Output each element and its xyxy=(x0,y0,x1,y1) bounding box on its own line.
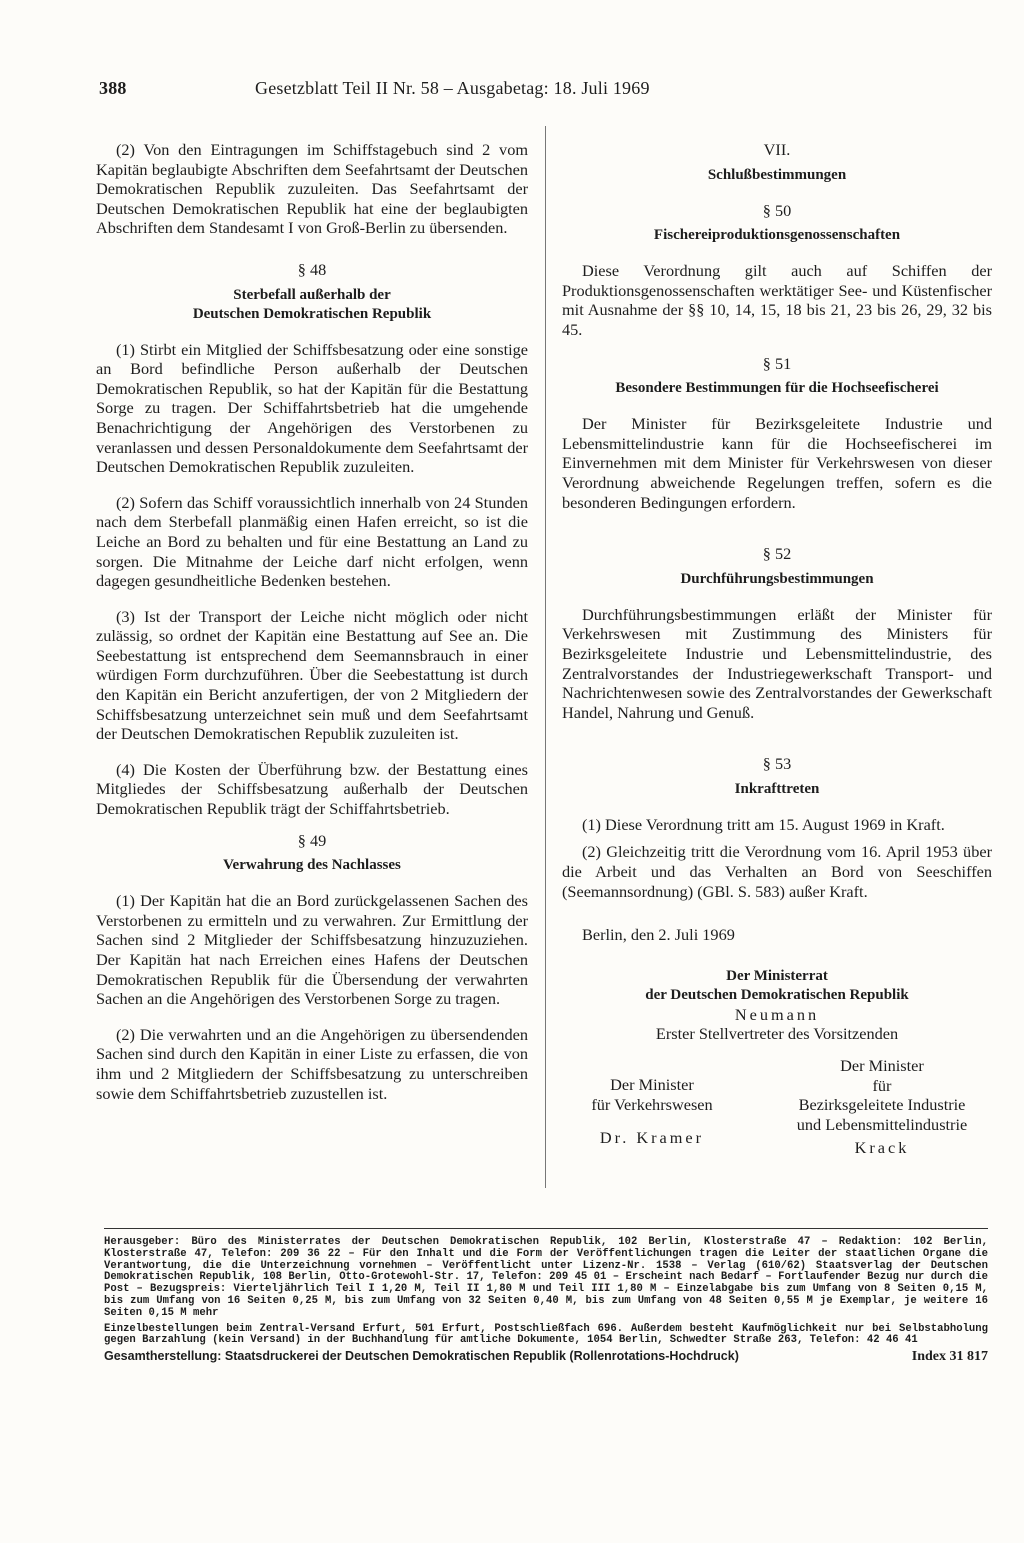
order-info: Einzelbestellungen beim Zentral-Versand Erfurt, 501 Erfurt, Postschließfach 696. Außerdem besteht Kaufmöglichkeit nur bei Selbstabholung gegen Barzahlung (kein Versand) in der Buchhandlung für amtliche Dokumente, 1054 Berlin, Schwedter Straße 263, Telefon: 42 46 41 xyxy=(104,1322,988,1347)
section-48-title-line1: Sterbefall außerhalb der xyxy=(233,286,391,303)
section-51-title: Besondere Bestimmungen für die Hochseefischerei xyxy=(615,380,939,397)
minister-industry-line1: Der Minister xyxy=(840,1056,924,1076)
paragraph-48-1: (1) Stirbt ein Mitglied der Schiffsbesatzung oder eine sonstige an Bord befindliche Person außerhalb der Deutschen Demokratischen Republik, so hat der Kapitän für die Bestattung Sorge zu tragen. Der Schiffahrtsbetrieb hat die umgehende Benachrichtigung der Angehörigen des Verstorbenen zu veranlassen und dessen Personaldokumente dem Seefahrtsamt der Deutschen Demokratischen Republik zuzuleiten. xyxy=(96,339,528,477)
section-52-title: Durchführungsbestimmungen xyxy=(680,570,874,587)
section-53-title: Inkrafttreten xyxy=(734,780,820,797)
section-53-number: § 53 xyxy=(762,754,792,774)
minister-transport-line1: Der Minister xyxy=(610,1075,694,1095)
minister-industry-line3: Bezirksgeleitete Industrie xyxy=(798,1095,966,1115)
page-header xyxy=(99,78,784,99)
column-divider xyxy=(545,126,546,1188)
gazette-title: Gesetzblatt Teil II Nr. 58 – Ausgabetag: 18. Juli 1969 xyxy=(255,78,650,98)
minister-industry-name: Krack xyxy=(854,1138,910,1158)
publisher-info: Herausgeber: Büro des Ministerrates der Deutschen Demokratischen Republik, 102 Berlin, Klosterstraße 47 – Redaktion: 102 Berlin, Klosterstraße 47, Telefon: 209 36 22 – Für den Inhalt und die Form der Veröffentlichungen tragen die Leiter der staatlichen Organe die Verantwortung, die die Unterzeichnung vornehmen – Veröffentlicht unter Lizenz-Nr. 1538 – Verlag (610/62) Staatsverlag der Deutschen Demokratischen Republik, 108 Berlin, Otto-Grotewohl-Str. 17, Telefon: 209 45 01 – Erscheint nach Bedarf – Fortlaufender Bezug nur durch die Post – Bezugspreis: Vierteljährlich Teil I 1,20 M, Teil II 1,80 M und Teil III 1,80 M – Einzelabgabe bis zum Umfang von 8 Seiten 0,15 M, bis zum Umfang von 16 Seiten 0,25 M, bis zum Umfang von 32 Seiten 0,40 M, bis zum Umfang von 48 Seiten 0,55 M je Exemplar, je weitere 16 Seiten 0,15 M mehr xyxy=(104,1236,988,1319)
paragraph-48-4: (4) Die Kosten der Überführung bzw. der Bestattung eines Mitgliedes der Schiffsbesatzung außerhalb der Deutschen Demokratischen Republik trägt der Schiffahrtsbetrieb. xyxy=(96,759,528,819)
council-line2: der Deutschen Demokratischen Republik xyxy=(645,986,909,1003)
section-52-number: § 52 xyxy=(762,544,792,564)
imprint-footer xyxy=(104,1228,988,1363)
paragraph-49-2: (2) Die verwahrten und an die Angehörigen zu übersendenden Sachen sind durch den Kapitän in einer Liste zu erfassen, die von ihm und 2 Mitgliedern der Schiffsbesatzung zu unterschreiben sowie dem Schiffahrtsbetrieb zuzustellen ist. xyxy=(96,1024,528,1103)
minister-transport-name: Dr. Kramer xyxy=(599,1128,705,1148)
minister-transport-line2: für Verkehrswesen xyxy=(591,1094,713,1114)
council-line1: Der Ministerrat xyxy=(726,967,828,984)
paragraph-53-1: (1) Diese Verordnung tritt am 15. August 1969 in Kraft. xyxy=(582,814,945,834)
minister-industry-line4: und Lebensmittelindustrie xyxy=(796,1114,968,1134)
page-number: 388 xyxy=(99,78,127,98)
chapter-title: Schlußbestimmungen xyxy=(707,166,847,183)
section-49-title: Verwahrung des Nachlasses xyxy=(223,857,401,874)
section-48-number: § 48 xyxy=(297,259,327,279)
section-49-number: § 49 xyxy=(297,830,327,850)
left-column xyxy=(96,140,528,1119)
minister-signatures xyxy=(562,1056,992,1158)
paragraph-53-2: (2) Gleichzeitig tritt die Verordnung vom 16. April 1953 über die Arbeit und das Verhalten an Bord von Seeschiffen (Seemannsordnung) (GBl. S. 583) außer Kraft. xyxy=(562,842,992,901)
section-48-title-line2: Deutschen Demokratischen Republik xyxy=(192,305,432,322)
printer-line xyxy=(104,1351,988,1363)
section-51-number: § 51 xyxy=(762,353,792,373)
paragraph-51: Der Minister für Bezirksgeleitete Industrie und Lebensmittelindustrie kann für die Hochseefischerei im Einvernehmen mit dem Minister für Verkehrswesen von dieser Verordnung abweichende Regelungen treffen, sofern es die besonderen Bedingungen erfordern. xyxy=(562,414,992,512)
paragraph-52: Durchführungsbestimmungen erläßt der Minister für Verkehrswesen mit Zustimmung des Ministers für Bezirksgeleitete Industrie und Lebensmittelindustrie, des Zentralvorstandes der Industriegewerkschaft Transport- und Nachrichtenwesen sowie des Zentralvorstandes der Gewerkschaft Handel, Nahrung und Genuß. xyxy=(562,604,992,722)
signature-block xyxy=(562,967,992,1158)
section-50-title: Fischereiproduktionsgenossenschaften xyxy=(653,227,901,244)
minister-industry-line2: für xyxy=(872,1075,892,1095)
index-number: Index 31 817 xyxy=(911,1349,988,1365)
paragraph-50: Diese Verordnung gilt auch auf Schiffen der Produktionsgenossenschaften werktätiger See- und Küstenfischer mit Ausnahme der §§ 10, 14, 15, 18 bis 21, 23 bis 26, 29, 32 bis 45. xyxy=(562,261,992,339)
signer-name: Neumann xyxy=(734,1004,820,1024)
paragraph-47-2: (2) Von den Eintragungen im Schiffstagebuch sind 2 vom Kapitän beglaubigte Abschriften dem Seefahrtsamt der Deutschen Demokratischen Republik zuzuleiten. Das Seefahrtsamt der Deutschen Demokratischen Republik hat eine der beglaubigten Abschriften dem Standesamt I von Groß-Berlin zu übersenden. xyxy=(96,140,528,238)
printer-info: Gesamtherstellung: Staatsdruckerei der Deutschen Demokratischen Republik (Rollenrotations-Hochdruck) xyxy=(104,1349,739,1364)
section-50-number: § 50 xyxy=(762,200,792,220)
paragraph-48-2: (2) Sofern das Schiff voraussichtlich innerhalb von 24 Stunden nach dem Sterbefall planmäßig einen Hafen erreicht, so ist die Leiche an Bord zu behalten und für eine Bestattung an Land zu sorgen. Die Mitnahme der Leiche darf nicht erfolgen, wenn dagegen gesundheitliche Bedenken bestehen. xyxy=(96,492,528,591)
minister-industry xyxy=(772,1056,992,1158)
paragraph-49-1: (1) Der Kapitän hat die an Bord zurückgelassenen Sachen des Verstorbenen zu ermitteln und zu verwahren. Zur Ermittlung der Sachen sind 2 Mitglieder der Schiffsbesatzung hinzuzuziehen. Der Kapitän hat nach Erreichen eines Hafens der Deutschen Demokratischen Republik für die Übersendung der verwahrten Sachen an die Angehörigen des Verstorbenen Sorge zu tragen. xyxy=(96,891,528,1009)
place-date: Berlin, den 2. Juli 1969 xyxy=(582,925,735,945)
chapter-number: VII. xyxy=(763,140,791,159)
minister-transport xyxy=(562,1056,742,1158)
paragraph-48-3: (3) Ist der Transport der Leiche nicht möglich oder nicht zulässig, so ordnet der Kapitän eine Bestattung auf See an. Die Seebestattung ist entsprechend dem Seemannsbrauch in einer würdigen Form durchzuführen. Über die Seebestattung ist durch den Kapitän ein Bericht anzufertigen, der von 2 Mitgliedern der Schiffsbesatzung unterzeichnet sein muß und dem Seefahrtsamt der Deutschen Demokratischen Republik zuzuleiten ist. xyxy=(96,606,528,744)
signer-role: Erster Stellvertreter des Vorsitzenden xyxy=(655,1024,899,1044)
right-column xyxy=(562,140,992,1158)
